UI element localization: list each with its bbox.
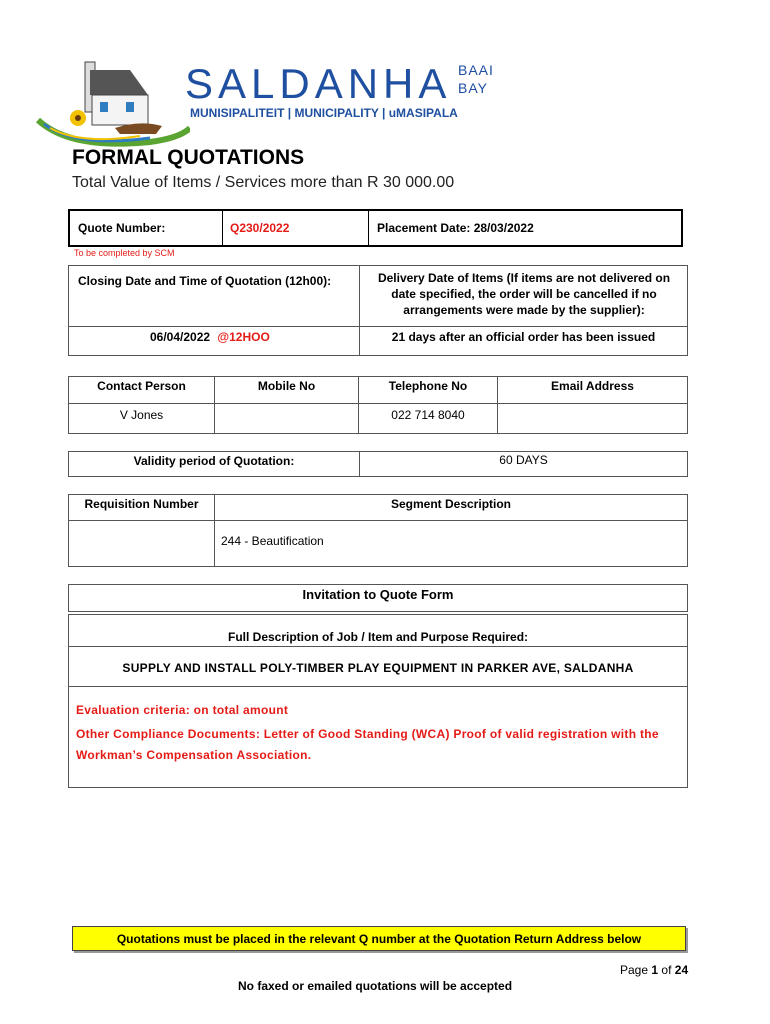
description-label: Full Description of Job / Item and Purpose Required: [227, 630, 529, 644]
telephone-header: Telephone No [388, 379, 468, 393]
logo-emblem-icon [30, 50, 190, 150]
description-value: SUPPLY AND INSTALL POLY-TIMBER PLAY EQUIPMENT IN PARKER AVE, SALDANHA [122, 661, 634, 675]
contact-value-email-cell [497, 403, 688, 434]
contact-person-value: V Jones [119, 408, 164, 422]
quote-number-value: Q230/2022 [230, 221, 290, 235]
segment-description-label: Segment Description [390, 497, 512, 511]
closing-date-label: Closing Date and Time of Quotation (12h00): [78, 274, 332, 288]
validity-value: 60 DAYS [499, 453, 548, 467]
page-current: 1 [651, 963, 659, 977]
no-fax-notice: No faxed or emailed quotations will be accepted [238, 979, 513, 993]
closing-date: 06/04/2022 [150, 330, 211, 344]
requisition-number-label: Requisition Number [84, 497, 199, 511]
invitation-title: Invitation to Quote Form [302, 587, 454, 602]
brand-tagline: MUNISIPALITEIT | MUNICIPALITY | uMASIPALA [190, 106, 458, 120]
evaluation-criteria: Evaluation criteria: on total amount [76, 703, 289, 717]
validity-label: Validity period of Quotation: [133, 454, 295, 468]
page-of: of [661, 963, 672, 977]
municipality-logo [30, 50, 510, 150]
quote-number-label: Quote Number: [78, 221, 166, 235]
return-address-notice: Quotations must be placed in the relevant Q number at the Quotation Return Address below [72, 926, 686, 951]
mobile-header: Mobile No [257, 379, 316, 393]
brand-suffix-bottom: BAY [458, 80, 488, 96]
segment-description-value: 244 - Beautification [221, 534, 324, 548]
delivery-date-value: 21 days after an official order has been issued [391, 330, 656, 344]
contact-value-mobile-cell [214, 403, 359, 434]
closing-date-value [150, 330, 270, 344]
closing-time: @12HOO [217, 330, 270, 344]
delivery-date-label: Delivery Date of Items (If items are not delivered on date specified, the order will be cancelled if no arrangements were made by the supplier): [377, 271, 671, 317]
compliance-documents: Other Compliance Documents: Letter of Good Standing (WCA) Proof of valid registration with the Workman’s Compensation Association. [76, 727, 659, 762]
contact-person-header: Contact Person [97, 379, 186, 393]
page-label: Page [620, 963, 649, 977]
telephone-value: 022 714 8040 [391, 408, 465, 422]
page-title: FORMAL QUOTATIONS [72, 146, 305, 169]
page-subtitle: Total Value of Items / Services more than R 30 000.00 [72, 174, 455, 191]
page-number [620, 963, 688, 977]
placement-date: Placement Date: 28/03/2022 [377, 221, 534, 235]
email-header: Email Address [551, 379, 634, 393]
page-total: 24 [674, 963, 689, 977]
requisition-value-cell [68, 520, 215, 567]
scm-note: To be completed by SCM [74, 248, 175, 258]
brand-name: SALDANHA [185, 60, 452, 107]
brand-suffix-top: BAAI [458, 62, 494, 78]
